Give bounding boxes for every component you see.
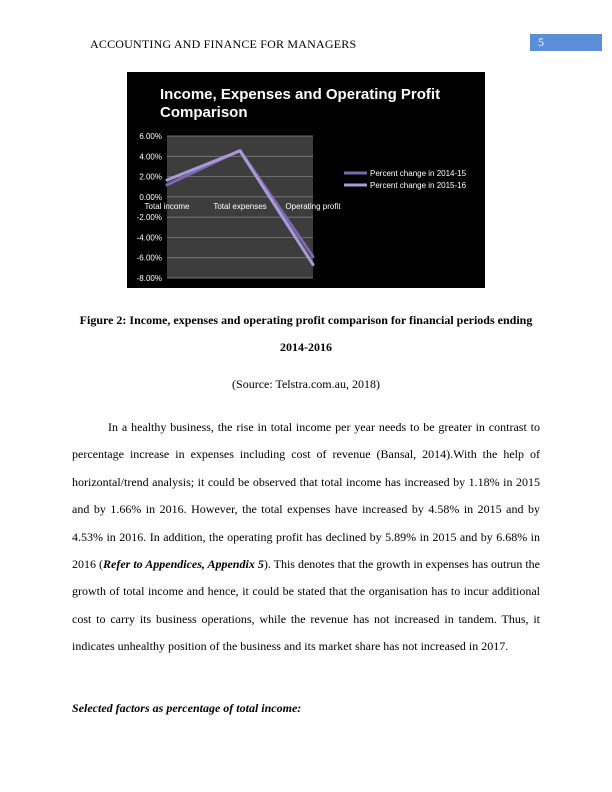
y-tick-label: -8.00% [136,274,162,283]
figure-caption-line2: 2014-2016 [280,340,332,354]
chart-container [127,72,485,288]
y-tick-label: 2.00% [139,172,162,182]
y-tick-label: 0.00% [139,192,162,202]
x-tick-label: Total income [144,201,190,211]
line-chart [127,72,485,288]
legend-label: Percent change in 2014-15 [370,169,467,178]
legend-label: Percent change in 2015-16 [370,181,467,190]
page-number-box [530,34,602,51]
chart-title-line1: Income, Expenses and Operating Profit [160,86,441,103]
y-tick-label: -2.00% [136,213,162,223]
x-axis-ticks [145,202,342,211]
figure-caption-line1: Figure 2: Income, expenses and operating profit comparison for financial periods ending [79,313,533,327]
paragraph-text-part2: ). This denotes that the growth in expenses has outrun the growth of total income and hence, it could be stated that the organisation has to incur additional cost to carry its business operations, while the revenue has not increased in tandem. Thus, it indicates unhealthy position of the business and its market share has not increased in 2017. [72,557,541,654]
x-tick-label: Total expenses [213,201,267,211]
x-tick-label: Operating profit [285,201,341,211]
paragraph-text-part1: In a healthy business, the rise in total income per year needs to be greater in contrast to percentage increase in expenses including cost of revenue (Bansal, 2014).With the help of horizontal/trend analysis; it could be observed that total income has increased by 1.18% in 2015 and by 1.66% in 2016. However, the total expenses have increased by 4.58% in 2015 and by 4.53% in 2016. In addition, the operating profit has declined by 5.89% in 2015 and by 6.68% in 2016 ( [72,420,540,572]
body-paragraph [72,414,540,661]
page-number: 5 [538,35,544,49]
appendix-reference: Refer to Appendices, Appendix 5 [103,557,264,572]
figure-source: (Source: Telstra.com.au, 2018) [232,377,380,391]
section-heading: Selected factors as percentage of total income: [72,701,302,715]
y-tick-label: 6.00% [139,132,162,141]
chart-title-line2: Comparison [160,104,248,121]
y-tick-label: -4.00% [136,233,162,243]
y-tick-label: 4.00% [139,152,162,162]
running-header: ACCOUNTING AND FINANCE FOR MANAGERS [90,37,357,51]
y-tick-label: -6.00% [136,253,162,263]
